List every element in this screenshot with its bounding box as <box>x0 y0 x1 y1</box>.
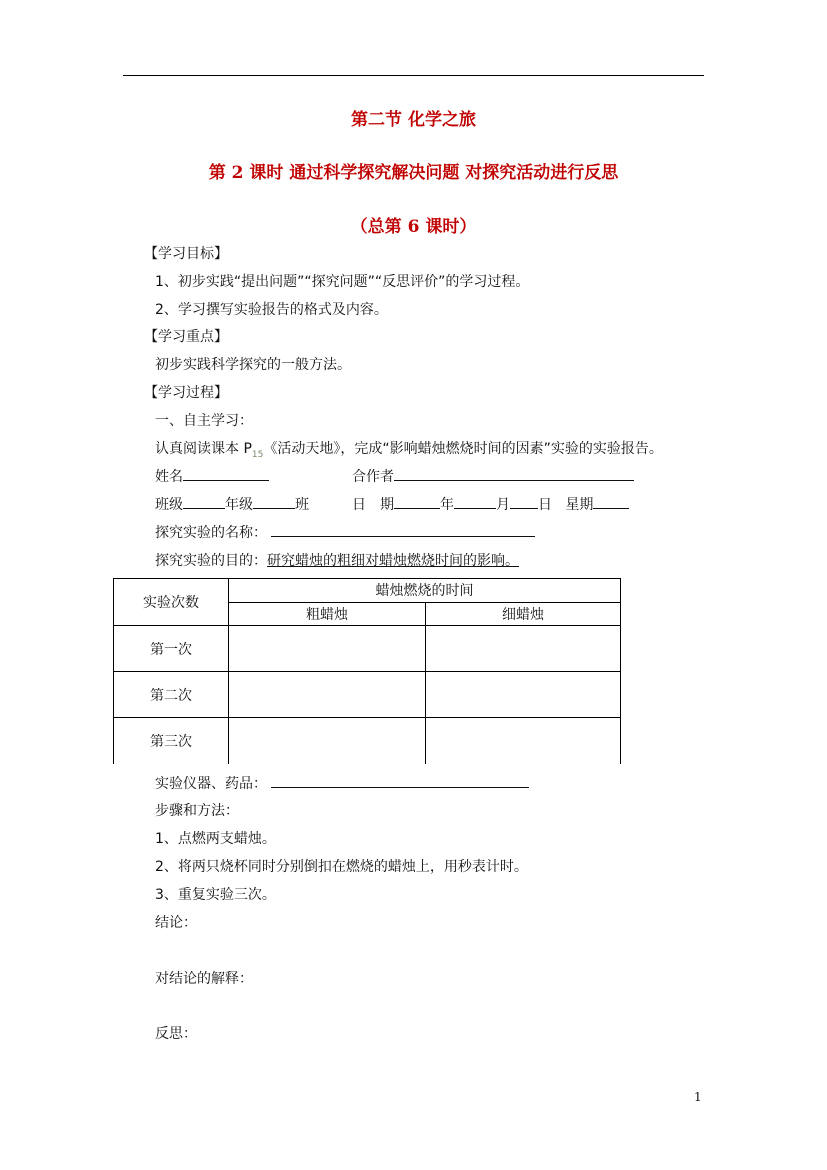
name-label: 姓名 <box>155 469 183 485</box>
header-rule <box>123 75 704 76</box>
partner-label: 合作者 <box>352 469 394 485</box>
focus-heading: 【学习重点】 <box>144 329 228 345</box>
page-number: 1 <box>694 1090 702 1104</box>
partner-row <box>352 466 634 486</box>
intro-before: 认真阅读课本 P <box>155 441 252 457</box>
intro-after: 《活动天地》，完成“影响蜡烛燃烧时间的因素”实验的实验报告。 <box>263 441 663 457</box>
steps-heading: 步骤和方法： <box>155 803 239 819</box>
exp-name-label: 探究实验的名称： <box>155 525 267 541</box>
week-blank[interactable] <box>593 494 629 509</box>
cell-thick-2[interactable] <box>229 672 426 718</box>
row-label-3: 第三次 <box>114 718 229 764</box>
cell-thin-3[interactable] <box>426 718 621 764</box>
day-label: 日 <box>538 497 552 513</box>
date-row <box>352 494 629 514</box>
col-header-thick: 粗蜡烛 <box>229 602 426 626</box>
goals-heading: 【学习目标】 <box>144 246 228 262</box>
exp-purpose-row <box>155 550 519 570</box>
cell-thin-1[interactable] <box>426 626 621 672</box>
section-title: 第二节 化学之旅 <box>351 110 476 130</box>
week-label: 星期 <box>565 497 594 513</box>
exp-name-row <box>155 522 535 542</box>
exp-name-blank[interactable] <box>271 522 535 537</box>
focus-text: 初步实践科学探究的一般方法。 <box>155 357 351 373</box>
year-blank[interactable] <box>394 494 440 509</box>
day-blank[interactable] <box>510 494 538 509</box>
goal-item-1: 1、初步实践“提出问题”“探究问题”“反思评价”的学习过程。 <box>155 274 530 290</box>
cell-thin-2[interactable] <box>426 672 621 718</box>
name-blank[interactable] <box>183 466 269 481</box>
cell-thick-3[interactable] <box>229 718 426 764</box>
class-label: 班级 <box>155 497 183 513</box>
class-blank[interactable] <box>183 494 225 509</box>
step-1: 1、点燃两支蜡烛。 <box>155 831 276 847</box>
grade-blank[interactable] <box>253 494 295 509</box>
grade-label: 年级 <box>225 497 253 513</box>
month-blank[interactable] <box>454 494 496 509</box>
partner-blank[interactable] <box>394 466 634 481</box>
exp-purpose-label: 探究实验的目的： <box>155 553 267 569</box>
col-header-burn-time: 蜡烛燃烧的时间 <box>229 579 621 603</box>
instruments-label: 实验仪器、药品： <box>155 776 267 792</box>
col-header-thin: 细蜡烛 <box>426 602 621 626</box>
instruments-blank[interactable] <box>271 773 529 788</box>
col-header-trials: 实验次数 <box>114 579 229 626</box>
name-row <box>155 466 269 486</box>
total-lesson-label: （总第 6 课时） <box>350 217 477 237</box>
month-label: 月 <box>496 497 510 513</box>
year-label: 年 <box>440 497 454 513</box>
instruments-row <box>155 773 529 793</box>
page-subscript: 15 <box>251 449 264 460</box>
class-row <box>155 494 309 514</box>
step-3: 3、重复实验三次。 <box>155 887 276 903</box>
step-2: 2、将两只烧杯同时分别倒扣在燃烧的蜡烛上，用秒表计时。 <box>155 859 528 875</box>
row-label-1: 第一次 <box>114 626 229 672</box>
cell-thick-1[interactable] <box>229 626 426 672</box>
ban-label: 班 <box>295 497 309 513</box>
experiment-table <box>113 578 621 764</box>
process-heading: 【学习过程】 <box>144 385 228 401</box>
conclusion-label: 结论： <box>155 915 197 931</box>
reflection-label: 反思： <box>155 1026 197 1042</box>
explanation-label: 对结论的解释： <box>155 971 253 987</box>
row-label-2: 第二次 <box>114 672 229 718</box>
intro-text <box>155 438 663 460</box>
lesson-title: 第 2 课时 通过科学探究解决问题 对探究活动进行反思 <box>208 163 619 183</box>
exp-purpose-value: 研究蜡烛的粗细对蜡烛燃烧时间的影响。 <box>267 553 519 569</box>
date-label: 日 期 <box>352 497 394 513</box>
part1-heading: 一、自主学习： <box>155 413 253 429</box>
goal-item-2: 2、学习撰写实验报告的格式及内容。 <box>155 302 388 318</box>
